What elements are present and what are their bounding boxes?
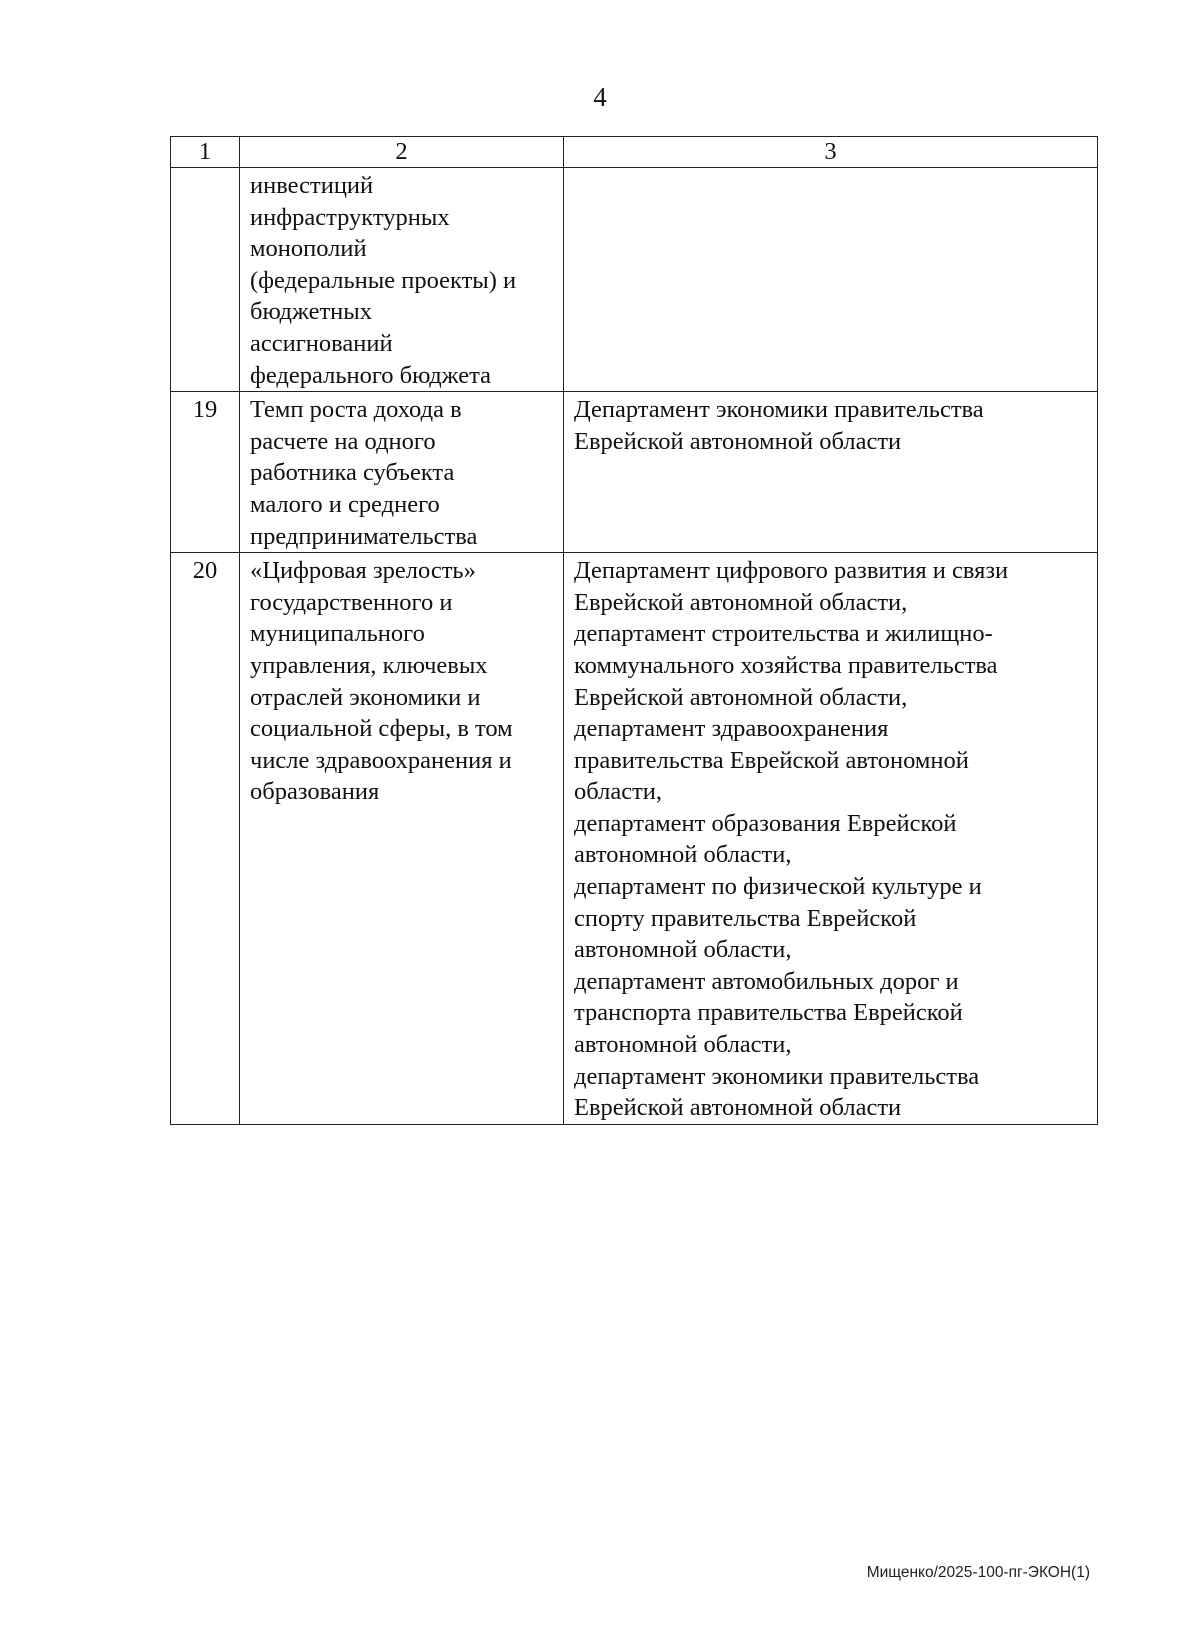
cell-text-line: работника субъекта [250, 459, 455, 487]
cell-text-line: автономной области, [574, 1031, 792, 1059]
cell-text-line: числе здравоохранения и [250, 746, 512, 774]
row-number [171, 168, 240, 392]
cell-text-line: расчете на одного [250, 427, 436, 455]
cell-text-line: муниципального [250, 620, 425, 648]
cell-text-line: инвестиций [250, 172, 374, 199]
table-header-row [171, 137, 1098, 168]
cell-text-line: спорту правительства Еврейской [574, 904, 917, 932]
cell-text-line: правительства Еврейской автономной [574, 746, 969, 774]
indicator-cell [240, 392, 564, 553]
row-number: 19 [171, 392, 240, 553]
cell-text-line: Департамент экономики правительства [574, 396, 984, 424]
cell-text-line: области, [574, 778, 663, 806]
column-header-number: 1 [171, 137, 240, 168]
responsible-cell [564, 553, 1098, 1125]
cell-text-line: Темп роста дохода в [250, 396, 462, 424]
document-code: Мищенко/2025-100-пг-ЭКОН(1) [866, 1564, 1090, 1581]
table-row [171, 392, 1098, 553]
cell-text-line: управления, ключевых [250, 651, 488, 679]
cell-text-line: социальной сферы, в том [250, 715, 513, 743]
column-header-indicator: 2 [240, 137, 564, 168]
cell-text-line: департамент здравоохранения [574, 715, 889, 743]
cell-text-line: «Цифровая зрелость» [250, 557, 476, 585]
table-row [171, 553, 1098, 1125]
cell-text-line: Еврейской автономной области, [574, 588, 908, 616]
cell-text-line: коммунального хозяйства правительства [574, 651, 998, 679]
cell-text-line: ассигнований [250, 329, 393, 357]
cell-text-line: Еврейской автономной области, [574, 683, 908, 711]
cell-text-line: департамент образования Еврейской [574, 809, 957, 837]
cell-text-line: инфраструктурных [250, 203, 450, 231]
row-number: 20 [171, 553, 240, 1125]
cell-text-line: Еврейской автономной области [574, 427, 902, 455]
column-header-responsible: 3 [564, 137, 1098, 168]
cell-text-line: транспорта правительства Еврейской [574, 999, 963, 1027]
cell-text-line: департамент по физической культуре и [574, 873, 982, 901]
cell-text-line: (федеральные проекты) и [250, 266, 517, 294]
cell-text-line: государственного и [250, 588, 453, 616]
cell-text-line: образования [250, 778, 380, 806]
cell-text-line: департамент автомобильных дорог и [574, 967, 959, 995]
cell-text-line: Департамент цифрового развития и связи [574, 557, 1009, 585]
responsible-cell [564, 168, 1098, 392]
cell-text-line: бюджетных [250, 298, 372, 326]
cell-text-line: монополий [250, 235, 367, 263]
cell-text-line: автономной области, [574, 841, 792, 869]
cell-text-line: предпринимательства [250, 522, 478, 550]
cell-text-line: малого и среднего [250, 490, 440, 518]
indicator-cell [240, 168, 564, 392]
cell-text-line: отраслей экономики и [250, 683, 481, 711]
cell-text-line: федерального бюджета [250, 361, 492, 389]
indicator-cell [240, 553, 564, 1125]
cell-text-line: департамент экономики правительства [574, 1062, 980, 1090]
page-number: 4 [593, 82, 607, 112]
cell-text-line: автономной области, [574, 936, 792, 964]
responsible-cell [564, 392, 1098, 553]
cell-text-line: Еврейской автономной области [574, 1094, 902, 1122]
responsibility-table [170, 136, 1098, 1125]
table-row [171, 168, 1098, 392]
cell-text-line: департамент строительства и жилищно- [574, 620, 993, 648]
